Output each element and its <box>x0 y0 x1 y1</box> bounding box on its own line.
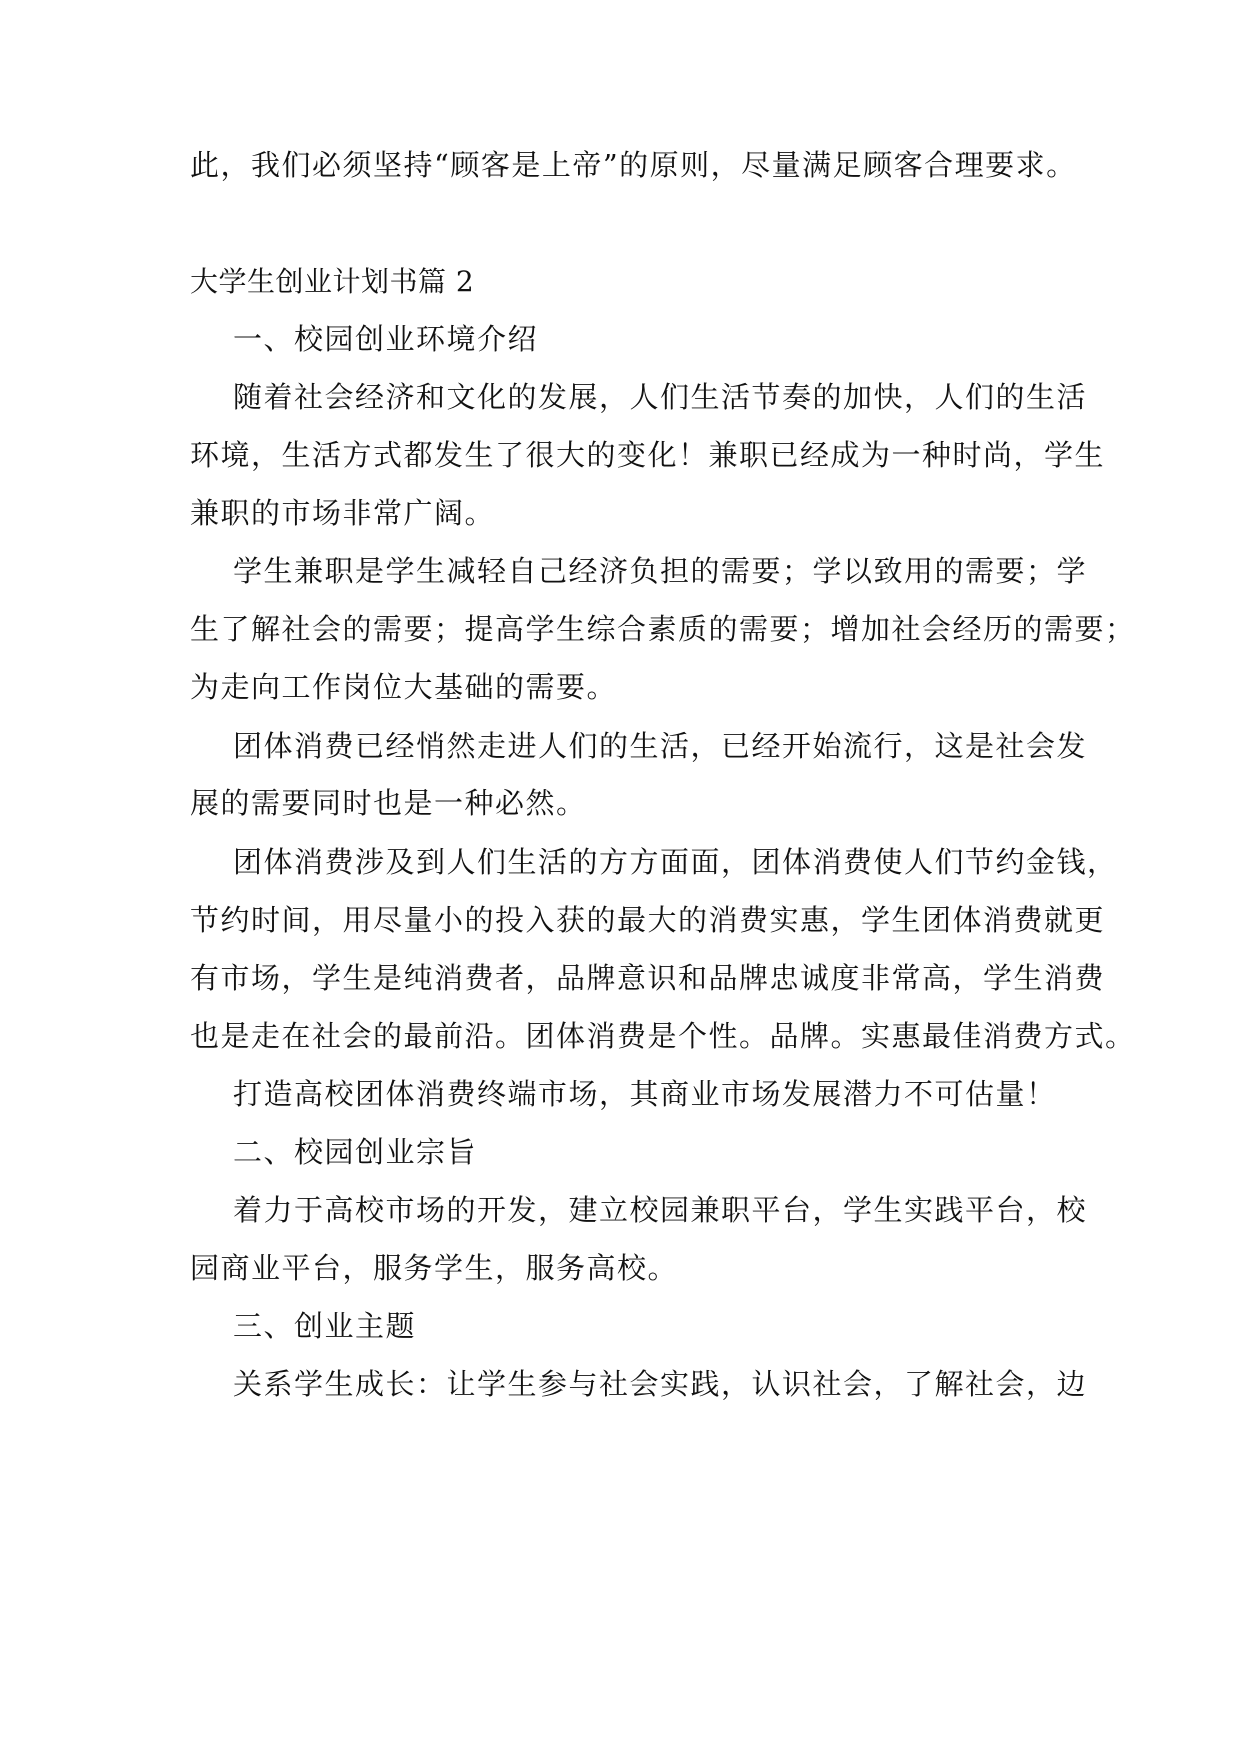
paragraph-line: 关系学生成长：让学生参与社会实践，认识社会，了解社会，边 <box>233 1367 1088 1401</box>
paragraph-line: 此，我们必须坚持“顾客是上帝”的原则，尽量满足顾客合理要求。 <box>190 148 1077 182</box>
paragraph-line: 生了解社会的需要；提高学生综合素质的需要；增加社会经历的需要； <box>190 612 1136 646</box>
paragraph-line: 园商业平台，服务学生，服务高校。 <box>190 1251 679 1285</box>
section-heading: 一、校园创业环境介绍 <box>233 322 539 356</box>
paragraph-line: 有市场，学生是纯消费者，品牌意识和品牌忠诚度非常高，学生消费 <box>190 961 1106 995</box>
section-title: 大学生创业计划书篇 2 <box>190 265 475 298</box>
section-heading: 二、校园创业宗旨 <box>233 1135 478 1169</box>
paragraph-line: 展的需要同时也是一种必然。 <box>190 786 587 820</box>
paragraph-line: 学生兼职是学生减轻自己经济负担的需要；学以致用的需要；学 <box>233 554 1088 588</box>
paragraph-line: 环境，生活方式都发生了很大的变化！兼职已经成为一种时尚，学生 <box>190 438 1106 472</box>
paragraph-line: 节约时间，用尽量小的投入获的最大的消费实惠，学生团体消费就更 <box>190 903 1106 937</box>
paragraph-line: 打造高校团体消费终端市场，其商业市场发展潜力不可估量！ <box>233 1077 1057 1111</box>
paragraph-line: 兼职的市场非常广阔。 <box>190 496 496 530</box>
paragraph-line: 着力于高校市场的开发，建立校园兼职平台，学生实践平台，校 <box>233 1193 1088 1227</box>
paragraph-line: 为走向工作岗位大基础的需要。 <box>190 670 618 704</box>
paragraph-line: 随着社会经济和文化的发展，人们生活节奏的加快，人们的生活 <box>233 380 1088 414</box>
paragraph-line: 团体消费涉及到人们生活的方方面面，团体消费使人们节约金钱， <box>233 845 1118 879</box>
paragraph-line: 也是走在社会的最前沿。团体消费是个性。品牌。实惠最佳消费方式。 <box>190 1019 1136 1053</box>
paragraph-line: 团体消费已经悄然走进人们的生活，已经开始流行，这是社会发 <box>233 729 1088 763</box>
section-heading: 三、创业主题 <box>233 1309 417 1343</box>
